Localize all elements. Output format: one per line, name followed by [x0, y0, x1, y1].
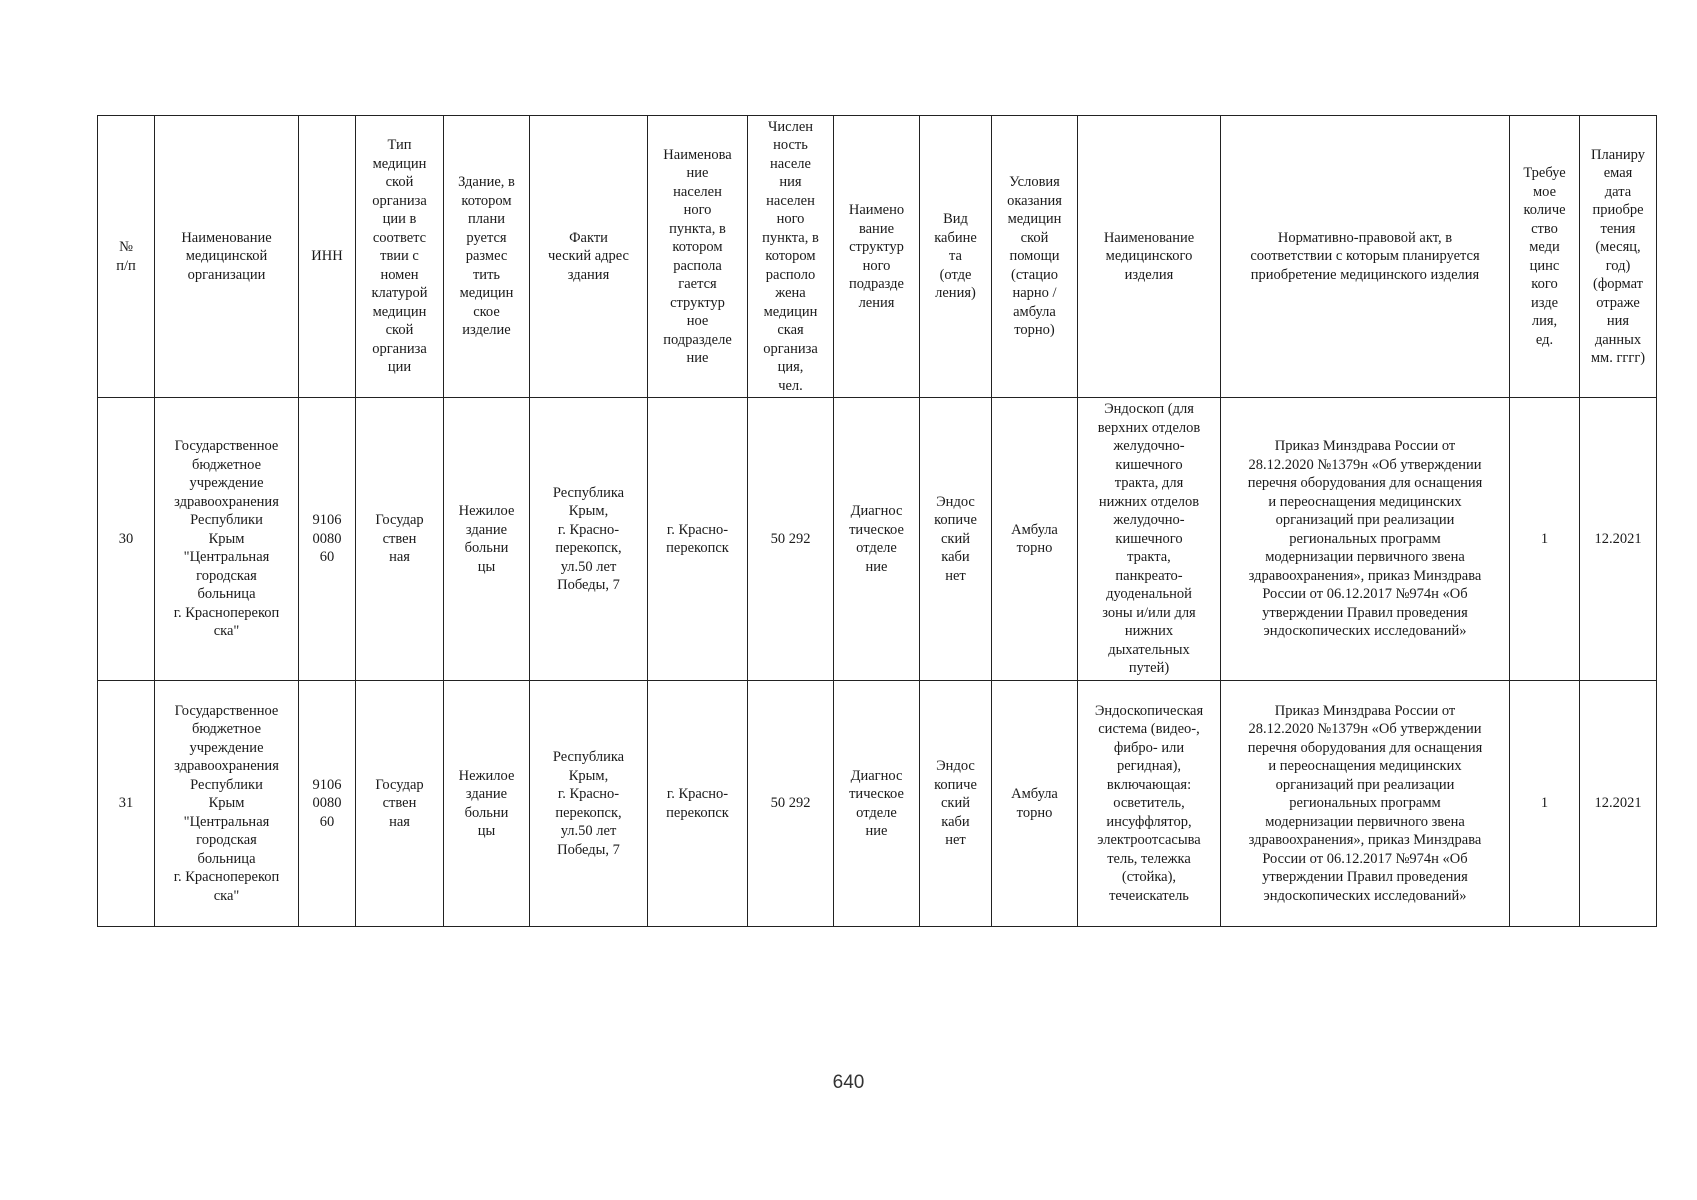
header-actual-address: Факти ческий адрес здания — [530, 116, 648, 398]
cell-cabinet-type: Эндос копиче ский каби нет — [920, 681, 992, 927]
cell-cabinet-type: Эндос копиче ский каби нет — [920, 398, 992, 681]
cell-row-number: 31 — [98, 681, 155, 927]
cell-organization-type: Государ ствен ная — [356, 681, 444, 927]
header-organization-name: Наименование медицинской организации — [155, 116, 299, 398]
medical-equipment-table — [97, 115, 1657, 927]
header-cabinet-type: Вид кабине та (отде ления) — [920, 116, 992, 398]
cell-population: 50 292 — [748, 398, 834, 681]
cell-actual-address: Республика Крым, г. Красно- перекопск, ул.50 лет Победы, 7 — [530, 398, 648, 681]
table-row — [98, 681, 1657, 927]
header-quantity: Требуе мое количе ство меди цинс кого изде лия, ед. — [1510, 116, 1580, 398]
header-inn: ИНН — [299, 116, 356, 398]
cell-actual-address: Республика Крым, г. Красно- перекопск, ул.50 лет Победы, 7 — [530, 681, 648, 927]
header-legal-act: Нормативно-правовой акт, в соответствии с которым планируется приобретение медицинского изделия — [1221, 116, 1510, 398]
cell-quantity: 1 — [1510, 398, 1580, 681]
cell-department-name: Диагнос тическое отделе ние — [834, 681, 920, 927]
table-row — [98, 398, 1657, 681]
cell-device-name: Эндоскоп (для верхних отделов желудочно- кишечного тракта, для нижних отделов желудочно- кишечного тракта, панкреато- дуоденальной зоны и/или для нижних дыхательных путей) — [1078, 398, 1221, 681]
header-device-name: Наименование медицинского изделия — [1078, 116, 1221, 398]
cell-building: Нежилое здание больни цы — [444, 398, 530, 681]
page-number: 640 — [832, 1072, 865, 1093]
cell-planned-date: 12.2021 — [1580, 398, 1657, 681]
header-settlement-name: Наименова ние населен ного пункта, в котором распола гается структур ное подразделе ние — [648, 116, 748, 398]
cell-settlement-name: г. Красно- перекопск — [648, 398, 748, 681]
header-department-name: Наимено вание структур ного подразде ления — [834, 116, 920, 398]
cell-legal-act: Приказ Минздрава России от 28.12.2020 №1379н «Об утверждении перечня оборудования для оснащения и переоснащения медицинских организаций при реализации региональных программ модернизации первичного звена здравоохранения», приказ Минздрава России от 06.12.2017 №974н «Об утверждении Правил проведения эндоскопических исследований» — [1221, 398, 1510, 681]
header-population: Числен ность населе ния населен ного пункта, в котором располо жена медицин ская организа ция, чел. — [748, 116, 834, 398]
cell-department-name: Диагнос тическое отделе ние — [834, 398, 920, 681]
cell-quantity: 1 — [1510, 681, 1580, 927]
cell-care-conditions: Амбула торно — [992, 681, 1078, 927]
header-building: Здание, в котором плани руется размес тить медицин ское изделие — [444, 116, 530, 398]
cell-organization-name: Государственное бюджетное учреждение здравоохранения Республики Крым "Центральная городская больница г. Красноперекоп ска" — [155, 398, 299, 681]
header-organization-type: Тип медицин ской организа ции в соответс твии с номен клатурой медицин ской организа ции — [356, 116, 444, 398]
cell-device-name: Эндоскопическая система (видео-, фибро- или регидная), включающая: осветитель, инсуффлятор, электроотсасыва тель, тележка (стойка), течеискатель — [1078, 681, 1221, 927]
cell-organization-type: Государ ствен ная — [356, 398, 444, 681]
cell-inn: 9106 0080 60 — [299, 398, 356, 681]
cell-legal-act: Приказ Минздрава России от 28.12.2020 №1379н «Об утверждении перечня оборудования для оснащения и переоснащения медицинских организаций при реализации региональных программ модернизации первичного звена здравоохранения», приказ Минздрава России от 06.12.2017 №974н «Об утверждении Правил проведения эндоскопических исследований» — [1221, 681, 1510, 927]
cell-settlement-name: г. Красно- перекопск — [648, 681, 748, 927]
header-row-number: № п/п — [98, 116, 155, 398]
cell-care-conditions: Амбула торно — [992, 398, 1078, 681]
cell-organization-name: Государственное бюджетное учреждение здравоохранения Республики Крым "Центральная городская больница г. Красноперекоп ска" — [155, 681, 299, 927]
header-planned-date: Планиру емая дата приобре тения (месяц, год) (формат отраже ния данных мм. гггг) — [1580, 116, 1657, 398]
table-header-row — [98, 116, 1657, 398]
header-care-conditions: Условия оказания медицин ской помощи (стацио нарно / амбула торно) — [992, 116, 1078, 398]
cell-building: Нежилое здание больни цы — [444, 681, 530, 927]
cell-row-number: 30 — [98, 398, 155, 681]
cell-planned-date: 12.2021 — [1580, 681, 1657, 927]
cell-population: 50 292 — [748, 681, 834, 927]
cell-inn: 9106 0080 60 — [299, 681, 356, 927]
